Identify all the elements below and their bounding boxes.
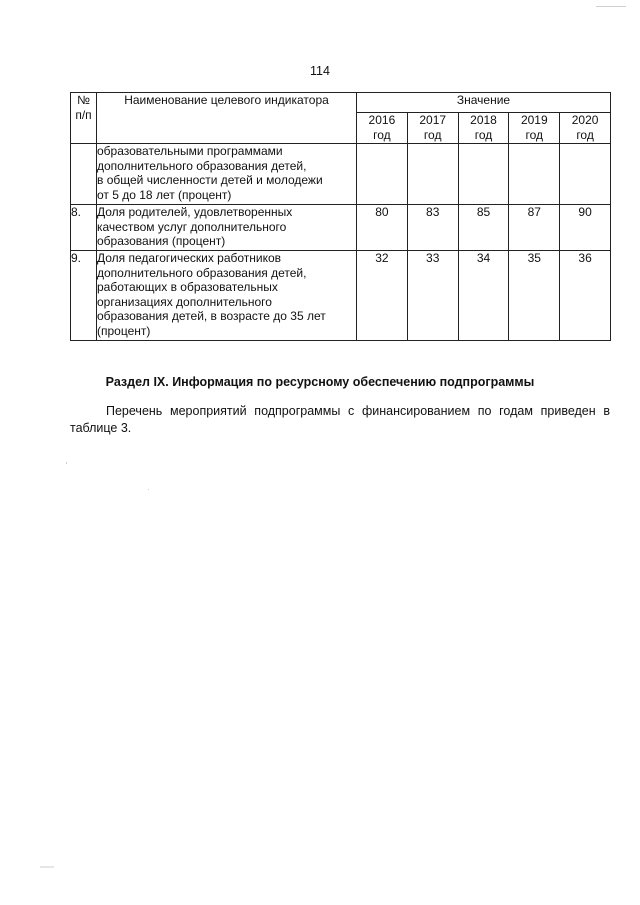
paragraph-line: таблице 3. [70,421,132,435]
indicator-name [97,205,357,251]
value-cell: 36 [560,251,611,341]
indicator-name [97,251,357,341]
section-heading: Раздел IX. Информация по ресурсному обеспечению подпрограммы [105,375,535,389]
indicator-name-line: от 5 до 18 лет (процент) [97,187,232,202]
page-number: 114 [310,64,330,78]
value-cell: 34 [458,251,509,341]
row-number: 9. [71,251,97,341]
value-cell [458,144,509,205]
header-year [357,113,408,144]
indicator-name-line: качеством услуг дополнительного [97,219,287,234]
indicator-name-line: Доля педагогических работников [97,251,282,265]
table-header-row [71,93,611,113]
indicator-name-line: дополнительного образования детей, [97,158,307,173]
scan-artifact [66,462,67,464]
header-year [407,113,458,144]
header-year-number: 2020 [571,113,599,127]
value-cell: 80 [357,205,408,251]
value-cell: 35 [509,251,560,341]
scan-artifact [148,489,149,490]
header-year-number: 2016 [368,113,396,127]
header-year-unit: год [423,127,442,142]
value-cell: 90 [560,205,611,251]
value-cell: 33 [407,251,458,341]
indicator-name-line: работающих в образовательных [97,280,278,294]
indicator-name-line: Доля родителей, удовлетворенных [97,205,293,219]
row-number: 8. [71,205,97,251]
header-number [71,93,97,144]
table-row [71,251,611,341]
value-cell: 83 [407,205,458,251]
indicator-name-line: дополнительного образования детей, [97,265,307,280]
header-year [560,113,611,144]
row-number [71,144,97,205]
header-year-unit: год [525,127,544,142]
indicator-name-line: организациях дополнительного [97,294,272,309]
value-cell: 85 [458,205,509,251]
header-number-line1: № [77,93,90,107]
header-year-unit: год [576,127,594,142]
header-year [509,113,560,144]
header-value: Значение [357,93,611,113]
indicator-name-line: образования детей, в возрасте до 35 лет [97,309,326,323]
header-year-unit: год [373,127,391,142]
header-year [458,113,509,144]
value-cell [560,144,611,205]
indicator-name-line: образовательными программами [97,144,283,158]
value-cell [407,144,458,205]
indicator-name-line: образования (процент) [97,234,226,248]
header-year-number: 2018 [470,113,497,127]
scan-artifact [596,6,626,7]
indicator-name-line: (процент) [97,323,151,338]
table-row [71,144,611,205]
indicator-name-line: в общей численности детей и молодежи [97,173,323,187]
header-indicator-name: Наименование целевого индикатора [97,93,357,144]
indicator-name [97,144,357,205]
table-row [71,205,611,251]
header-year-number: 2019 [520,113,548,127]
header-year-unit: год [474,127,493,142]
header-number-line2: п/п [75,107,92,122]
value-cell [357,144,408,205]
paragraph-line: Перечень мероприятий подпрограммы с финансированием по годам приведен в [106,404,610,418]
header-year-number: 2017 [419,113,447,127]
value-cell [509,144,560,205]
target-indicators-table [70,92,611,341]
value-cell: 87 [509,205,560,251]
value-cell: 32 [357,251,408,341]
scan-artifact [40,866,54,868]
